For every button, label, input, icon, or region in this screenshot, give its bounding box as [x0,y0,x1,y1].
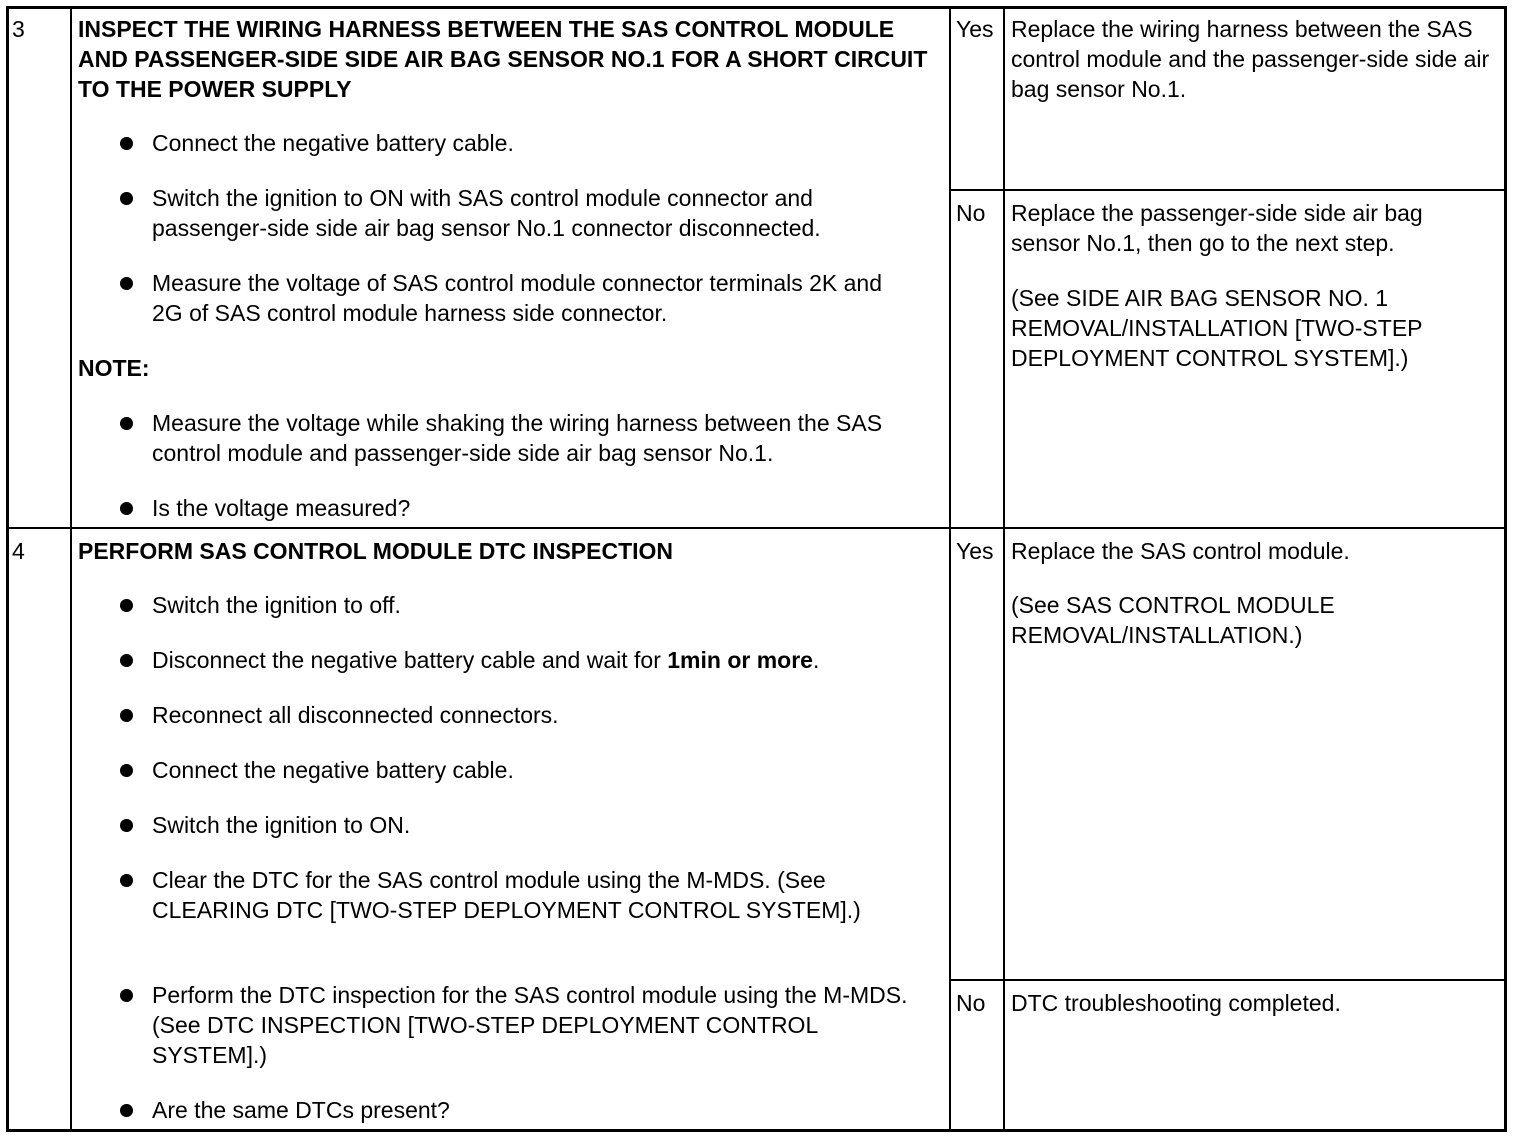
bullet-icon [120,137,133,150]
step-title: PERFORM SAS CONTROL MODULE DTC INSPECTION [78,538,674,564]
step-instruction: Clear the DTC for the SAS control module using the M-MDS. (See CLEARING DTC [TWO-STEP DEPLOYMENT CONTROL SYSTEM].) [152,867,861,923]
bullet-icon [120,654,133,667]
bullet-icon [120,1104,133,1117]
row-divider [6,527,1507,529]
step-title: INSPECT THE WIRING HARNESS BETWEEN THE SAS CONTROL MODULE AND PASSENGER-SIDE SIDE AIR BAG SENSOR NO.1 FOR A SHORT CIRCUIT TO THE POWER SUPPLY [78,16,928,102]
step-instruction [152,645,912,675]
bullet-icon [120,989,133,1002]
step-number: 3 [12,16,25,42]
column-divider-step [70,6,72,1132]
no-action: Replace the passenger-side side air bag sensor No.1, then go to the next step. [1011,200,1423,256]
step-instruction: Reconnect all disconnected connectors. [152,702,559,728]
note-label: NOTE: [78,355,150,381]
no-label: No [956,990,986,1016]
yes-action: Replace the wiring harness between the SAS control module and the passenger-side side air bag sensor No.1. [1011,16,1490,102]
step-instruction: Switch the ignition to ON with SAS control module connector and passenger-side side air bag sensor No.1 connector disconnected. [152,185,821,241]
step-number: 4 [12,538,25,564]
step-instruction: Are the same DTCs present? [152,1097,450,1123]
bullet-icon [120,417,133,430]
yes-label: Yes [956,16,994,42]
bullet-icon [120,874,133,887]
step-instruction: Connect the negative battery cable. [152,757,514,783]
bullet-icon [120,277,133,290]
note-instruction: Measure the voltage while shaking the wiring harness between the SAS control module and passenger-side side air bag sensor No.1. [152,410,883,466]
step-instruction: Connect the negative battery cable. [152,130,514,156]
column-divider-result [949,6,951,1132]
no-reference: (See SIDE AIR BAG SENSOR NO. 1 REMOVAL/INSTALLATION [TWO-STEP DEPLOYMENT CONTROL SYSTEM].) [1011,285,1423,371]
bullet-icon [120,709,133,722]
no-action: DTC troubleshooting completed. [1011,990,1341,1016]
yes-no-divider-row4 [949,979,1507,981]
bullet-icon [120,599,133,612]
bullet-icon [120,819,133,832]
troubleshooting-table [6,6,1507,1132]
step-instruction: Perform the DTC inspection for the SAS control module using the M-MDS. (See DTC INSPECTION [TWO-STEP DEPLOYMENT CONTROL SYSTEM].) [152,982,908,1068]
bullet-icon [120,192,133,205]
bullet-icon [120,502,133,515]
yes-action: Replace the SAS control module. [1011,538,1350,564]
step-instruction: Measure the voltage of SAS control module connector terminals 2K and 2G of SAS control module harness side connector. [152,270,883,326]
step-instruction: Switch the ignition to off. [152,592,401,618]
no-label: No [956,200,986,226]
bullet-icon [120,764,133,777]
column-divider-action [1003,6,1005,1132]
yes-label: Yes [956,538,994,564]
wait-duration: 1min or more [667,647,813,673]
yes-no-divider-row3 [949,189,1507,191]
step-instruction: Switch the ignition to ON. [152,812,411,838]
note-instruction: Is the voltage measured? [152,495,411,521]
instruction-text-end: . [812,647,820,673]
instruction-text: Disconnect the negative battery cable and wait for [152,647,668,673]
yes-reference: (See SAS CONTROL MODULE REMOVAL/INSTALLATION.) [1011,592,1335,648]
